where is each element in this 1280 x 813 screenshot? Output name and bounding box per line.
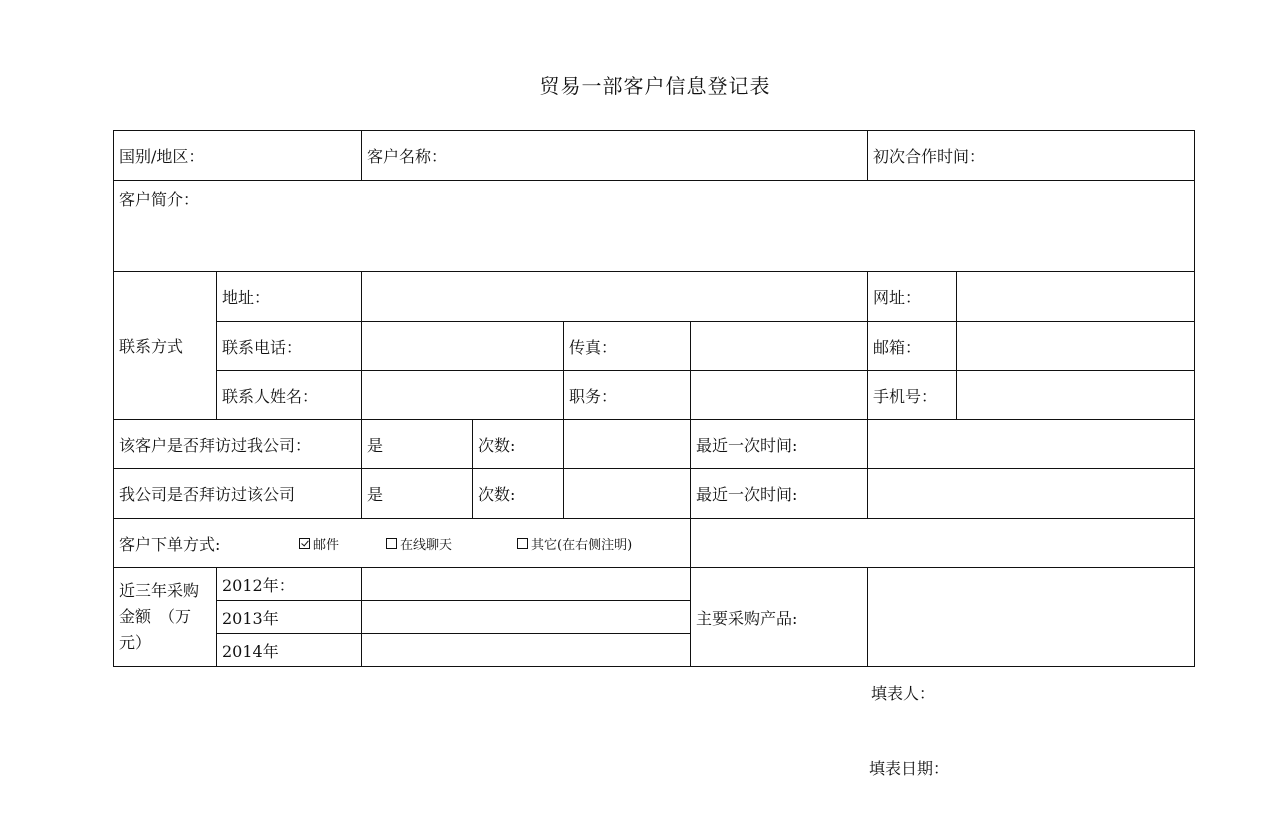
position-input-cell[interactable] xyxy=(690,370,868,420)
address-input-cell[interactable] xyxy=(361,271,868,322)
visit-count-label-cell xyxy=(472,468,564,519)
phone-label-cell xyxy=(216,321,362,371)
website-label-cell xyxy=(867,271,957,322)
email-label: 邮箱： xyxy=(873,337,922,357)
fill-date-label: 填表日期： xyxy=(869,759,950,778)
year-amount-input-cell[interactable] xyxy=(361,567,691,601)
visit-count-input-cell[interactable] xyxy=(563,468,691,519)
visit-count-label: 次数: xyxy=(478,485,516,504)
visit-count-label: 次数: xyxy=(478,435,516,455)
purchases-group-label: 近三年采购金额 （万元） xyxy=(119,581,200,652)
customer-intro-cell[interactable] xyxy=(113,180,1195,272)
order-method-label: 客户下单方式: xyxy=(119,534,221,554)
form-title: 贸易一部客户信息登记表 xyxy=(539,74,771,98)
visit-question-label: 该客户是否拜访过我公司： xyxy=(119,435,312,455)
visit-recent-label: 最近一次时间: xyxy=(696,485,798,504)
customer-name-label-cell[interactable] xyxy=(361,130,868,181)
visit-count-label-cell xyxy=(472,419,564,469)
fax-label: 传真： xyxy=(569,337,618,357)
contact-group-cell xyxy=(113,271,217,420)
order-option-other[interactable]: 其它(在右侧注明) xyxy=(517,534,632,553)
year-label-cell xyxy=(216,567,362,601)
email-input-cell[interactable] xyxy=(956,321,1195,371)
first-coop-time-label-cell[interactable] xyxy=(867,130,1195,181)
main-products-label-cell xyxy=(690,567,868,667)
website-label: 网址： xyxy=(873,288,922,307)
visit-answer-cell[interactable] xyxy=(361,419,473,469)
website-input-cell[interactable] xyxy=(956,271,1195,322)
contact-name-label: 联系人姓名： xyxy=(222,386,319,406)
visit-recent-input-cell[interactable] xyxy=(867,419,1195,469)
visit-answer: 是 xyxy=(367,435,384,455)
order-method-cell xyxy=(113,518,691,568)
main-products-input-cell[interactable] xyxy=(867,567,1195,667)
checkbox-icon[interactable] xyxy=(517,538,528,549)
visit-recent-label-cell xyxy=(690,468,868,519)
checkbox-icon[interactable] xyxy=(386,538,397,549)
visit-answer: 是 xyxy=(367,485,384,504)
customer-intro-label: 客户简介： xyxy=(119,190,200,209)
visit-answer-cell[interactable] xyxy=(361,468,473,519)
phone-input-cell[interactable] xyxy=(361,321,564,371)
visit-recent-label: 最近一次时间: xyxy=(696,435,798,455)
position-label-cell xyxy=(563,370,691,420)
year-label-cell xyxy=(216,633,362,667)
visit-question-label: 我公司是否拜访过该公司 xyxy=(119,485,296,504)
country-label: 国别/地区： xyxy=(119,147,205,166)
year-label: 2014年 xyxy=(222,641,279,661)
main-products-label: 主要采购产品: xyxy=(696,608,798,628)
visit-question-cell xyxy=(113,419,362,469)
order-method-note-cell[interactable] xyxy=(690,518,1195,568)
contact-name-label-cell xyxy=(216,370,362,420)
fax-input-cell[interactable] xyxy=(690,321,868,371)
contact-name-input-cell[interactable] xyxy=(361,370,564,420)
year-amount-input-cell[interactable] xyxy=(361,633,691,667)
mobile-label-cell xyxy=(867,370,957,420)
contact-group-label: 联系方式 xyxy=(119,337,184,356)
year-label: 2012年： xyxy=(222,575,295,595)
year-label-cell xyxy=(216,600,362,634)
customer-name-label: 客户名称： xyxy=(367,147,448,166)
visit-recent-input-cell[interactable] xyxy=(867,468,1195,519)
visit-count-input-cell[interactable] xyxy=(563,419,691,469)
phone-label: 联系电话： xyxy=(222,337,303,357)
first-coop-time-label: 初次合作时间： xyxy=(873,147,986,166)
year-label: 2013年 xyxy=(222,608,279,628)
fax-label-cell xyxy=(563,321,691,371)
position-label: 职务： xyxy=(569,386,618,406)
email-label-cell xyxy=(867,321,957,371)
address-label: 地址： xyxy=(222,288,271,307)
checkbox-checked-icon[interactable] xyxy=(299,538,310,549)
visit-question-cell xyxy=(113,468,362,519)
address-label-cell xyxy=(216,271,362,322)
visit-recent-label-cell xyxy=(690,419,868,469)
purchases-group-cell xyxy=(113,567,217,667)
order-option-online-chat[interactable]: 在线聊天 xyxy=(386,534,517,553)
year-amount-input-cell[interactable] xyxy=(361,600,691,634)
country-label-cell[interactable] xyxy=(113,130,362,181)
mobile-input-cell[interactable] xyxy=(956,370,1195,420)
form-filler-label: 填表人： xyxy=(871,684,936,703)
mobile-label: 手机号： xyxy=(873,386,938,406)
order-option-email[interactable]: 邮件 xyxy=(299,534,386,553)
